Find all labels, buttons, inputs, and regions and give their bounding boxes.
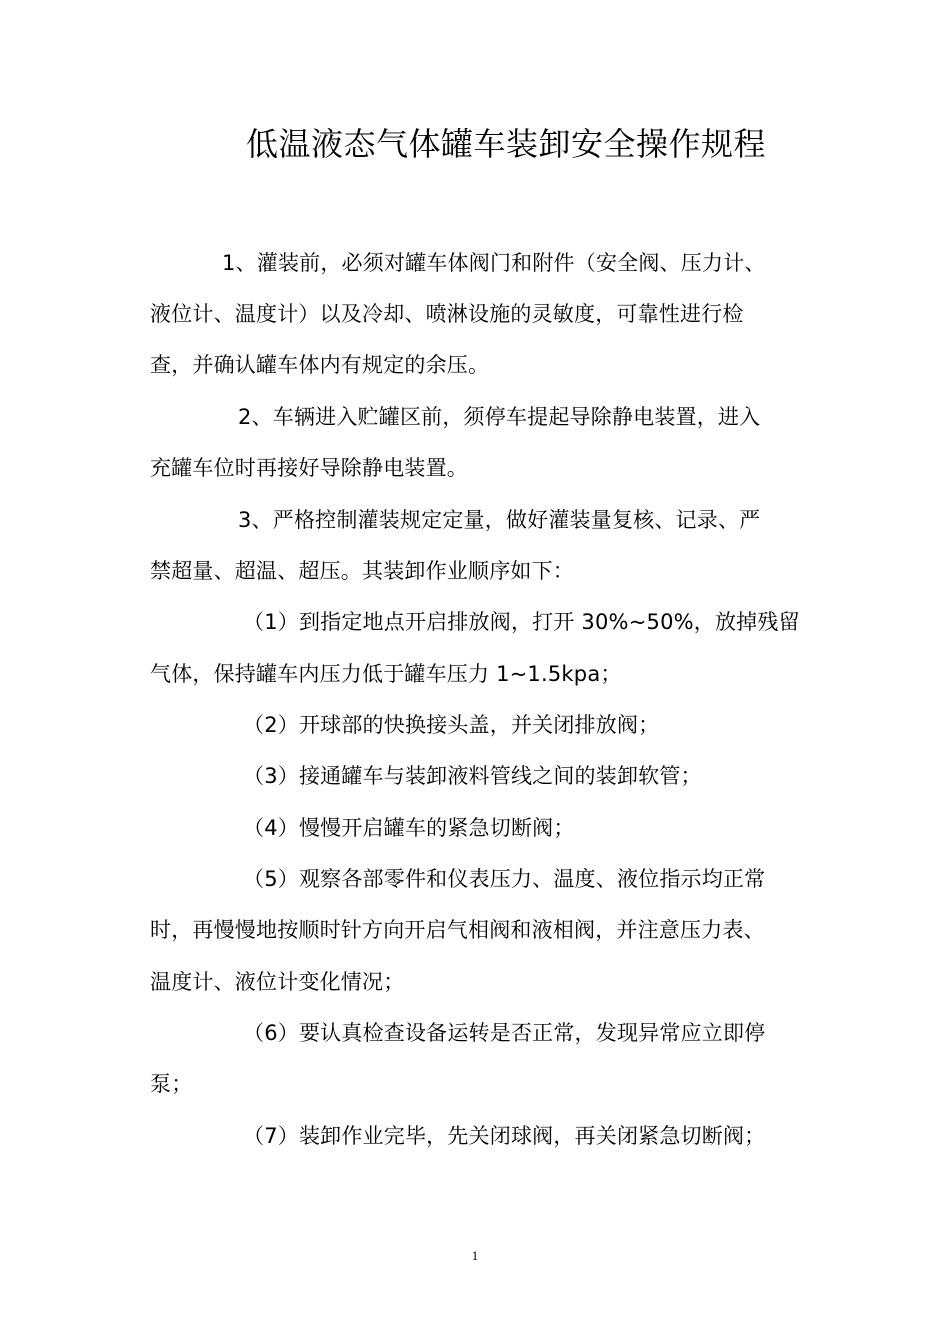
- step-1-line-2: 气体，保持罐车内压力低于罐车压力 1~1.5kpa；: [150, 662, 622, 686]
- step-5-line-3: 温度计、液位计变化情况；: [150, 970, 405, 994]
- document-title: 低温液态气体罐车装卸安全操作规程: [245, 125, 766, 163]
- paragraph-2-line-1: 2、车辆进入贮罐区前，须停车提起导除静电装置，进入: [238, 405, 761, 429]
- step-6-line-2: 泵；: [150, 1072, 193, 1096]
- paragraph-2-line-2: 充罐车位时再接好导除静电装置。: [150, 456, 468, 480]
- paragraph-1-line-3: 查，并确认罐车体内有规定的余压。: [150, 353, 490, 377]
- step-1-line-1: （1）到指定地点开启排放阀，打开 30%~50%，放掉残留: [243, 610, 800, 634]
- step-2: （2）开球部的快换接头盖，并关闭排放阀；: [243, 713, 660, 737]
- paragraph-3-line-1: 3、严格控制灌装规定定量，做好灌装量复核、记录、严: [238, 508, 761, 532]
- paragraph-3-line-2: 禁超量、超温、超压。其装卸作业顺序如下：: [150, 559, 574, 583]
- step-7: （7）装卸作业完毕，先关闭球阀，再关闭紧急切断阀；: [243, 1124, 766, 1148]
- step-6-line-1: （6）要认真检查设备运转是否正常，发现异常应立即停: [243, 1021, 766, 1045]
- step-5-line-2: 时，再慢慢地按顺时针方向开启气相阀和液相阀，并注意压力表、: [150, 918, 765, 942]
- step-5-line-1: （5）观察各部零件和仪表压力、温度、液位指示均正常: [243, 867, 766, 891]
- page-number: 1: [471, 1248, 479, 1263]
- step-3: （3）接通罐车与装卸液料管线之间的装卸软管；: [243, 764, 702, 788]
- step-4: （4）慢慢开启罐车的紧急切断阀；: [243, 816, 575, 840]
- paragraph-1-line-2: 液位计、温度计）以及冷却、喷淋设施的灵敏度，可靠性进行检: [150, 302, 744, 326]
- paragraph-1-line-1: 1、灌装前，必须对罐车体阀门和附件（安全阀、压力计、: [222, 251, 766, 275]
